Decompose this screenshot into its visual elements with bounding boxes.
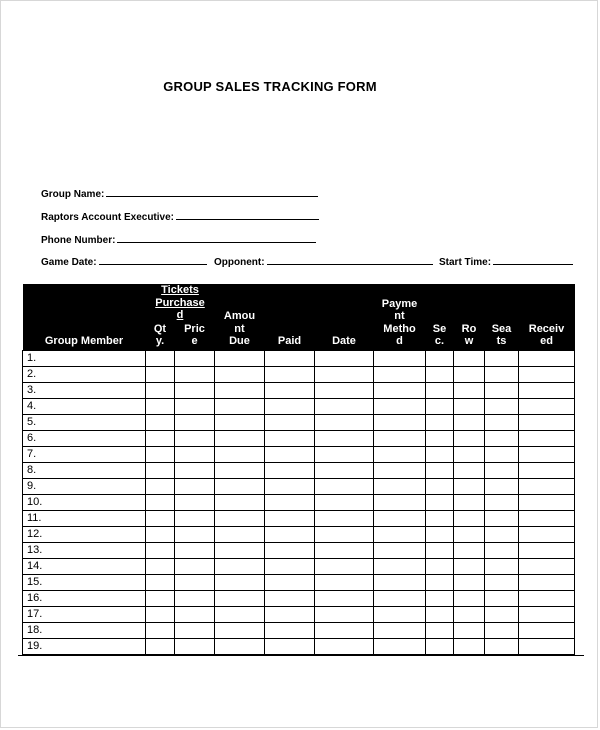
table-cell[interactable]: [215, 558, 265, 574]
table-cell[interactable]: [426, 478, 454, 494]
table-cell[interactable]: [454, 510, 485, 526]
table-cell[interactable]: [374, 590, 426, 606]
header-amount-due: Amou nt Due: [215, 284, 265, 350]
table-cell[interactable]: [374, 446, 426, 462]
table-cell[interactable]: [454, 446, 485, 462]
table-cell[interactable]: [265, 398, 315, 414]
table-cell[interactable]: [519, 462, 575, 478]
table-cell[interactable]: [426, 526, 454, 542]
table-cell[interactable]: [485, 446, 519, 462]
table-cell[interactable]: [454, 462, 485, 478]
table-cell[interactable]: [454, 542, 485, 558]
table-cell[interactable]: [315, 558, 374, 574]
row-number-cell: 1.: [23, 350, 146, 366]
table-cell[interactable]: [454, 622, 485, 638]
opponent-label: Opponent:: [214, 257, 265, 268]
table-cell[interactable]: [175, 350, 215, 366]
table-cell[interactable]: [315, 462, 374, 478]
table-cell[interactable]: [146, 622, 175, 638]
header-tickets: [146, 284, 215, 350]
header-seats: Sea ts: [485, 284, 519, 350]
table-row: [23, 526, 575, 542]
table-cell[interactable]: [426, 430, 454, 446]
table-cell[interactable]: [175, 462, 215, 478]
table-cell[interactable]: [519, 510, 575, 526]
table-row: [23, 350, 575, 366]
table-cell[interactable]: [265, 414, 315, 430]
start-time-field[interactable]: [439, 255, 573, 268]
table-cell[interactable]: [215, 446, 265, 462]
header-group-member: Group Member: [23, 284, 146, 350]
row-number-cell: 14.: [23, 558, 146, 574]
table-cell[interactable]: [146, 430, 175, 446]
table-cell[interactable]: [175, 478, 215, 494]
table-row: [23, 382, 575, 398]
table-row: [23, 494, 575, 510]
table-cell[interactable]: [315, 430, 374, 446]
table-cell[interactable]: [146, 558, 175, 574]
table-cell[interactable]: [454, 350, 485, 366]
table-cell[interactable]: [265, 542, 315, 558]
row-number-cell: 5.: [23, 414, 146, 430]
row-number-cell: 16.: [23, 590, 146, 606]
table-cell[interactable]: [519, 414, 575, 430]
table-cell[interactable]: [374, 558, 426, 574]
header-row: Ro w: [454, 284, 485, 350]
table-cell[interactable]: [175, 638, 215, 654]
row-number-cell: 17.: [23, 606, 146, 622]
table-cell[interactable]: [265, 590, 315, 606]
table-cell[interactable]: [265, 574, 315, 590]
table-cell[interactable]: [215, 350, 265, 366]
table-cell[interactable]: [454, 494, 485, 510]
table-cell[interactable]: [374, 542, 426, 558]
table-cell[interactable]: [519, 494, 575, 510]
row-number-cell: 4.: [23, 398, 146, 414]
table-row: [23, 398, 575, 414]
table-cell[interactable]: [175, 414, 215, 430]
table-cell[interactable]: [426, 414, 454, 430]
table-cell[interactable]: [265, 526, 315, 542]
table-cell[interactable]: [519, 398, 575, 414]
table-cell[interactable]: [519, 430, 575, 446]
row-number-cell: 7.: [23, 446, 146, 462]
table-cell[interactable]: [315, 446, 374, 462]
table-cell[interactable]: [374, 574, 426, 590]
table-cell[interactable]: [454, 478, 485, 494]
table-row: [23, 462, 575, 478]
phone-line: [117, 233, 316, 243]
table-cell[interactable]: [215, 462, 265, 478]
table-cell[interactable]: [146, 366, 175, 382]
row-number-cell: 12.: [23, 526, 146, 542]
table-cell[interactable]: [454, 414, 485, 430]
table-cell[interactable]: [519, 574, 575, 590]
table-cell[interactable]: [485, 398, 519, 414]
table-cell[interactable]: [146, 414, 175, 430]
table-cell[interactable]: [175, 494, 215, 510]
table-cell[interactable]: [215, 574, 265, 590]
table-cell[interactable]: [315, 638, 374, 654]
table-cell[interactable]: [374, 382, 426, 398]
table-cell[interactable]: [485, 558, 519, 574]
table-cell[interactable]: [485, 350, 519, 366]
table-cell[interactable]: [374, 606, 426, 622]
table-cell[interactable]: [426, 638, 454, 654]
table-row: [23, 638, 575, 654]
table-cell[interactable]: [215, 414, 265, 430]
table-cell[interactable]: [454, 558, 485, 574]
table-cell[interactable]: [426, 510, 454, 526]
table-cell[interactable]: [519, 558, 575, 574]
table-cell[interactable]: [485, 462, 519, 478]
table-cell[interactable]: [485, 478, 519, 494]
table-cell[interactable]: [426, 574, 454, 590]
row-number-cell: 6.: [23, 430, 146, 446]
table-cell[interactable]: [265, 446, 315, 462]
table-cell[interactable]: [315, 414, 374, 430]
table-cell[interactable]: [265, 558, 315, 574]
header-price: Pric e: [184, 322, 205, 347]
table-cell[interactable]: [519, 350, 575, 366]
table-cell[interactable]: [485, 622, 519, 638]
table-cell[interactable]: [374, 398, 426, 414]
table-cell[interactable]: [485, 606, 519, 622]
table-cell[interactable]: [146, 350, 175, 366]
table-row: [23, 574, 575, 590]
table-row: [23, 558, 575, 574]
table-cell[interactable]: [485, 430, 519, 446]
table-cell[interactable]: [265, 638, 315, 654]
account-exec-line: [176, 210, 319, 220]
table-cell[interactable]: [265, 430, 315, 446]
table-cell[interactable]: [426, 590, 454, 606]
start-time-line: [493, 255, 573, 265]
table-cell[interactable]: [519, 622, 575, 638]
table-cell[interactable]: [265, 510, 315, 526]
table-cell[interactable]: [485, 494, 519, 510]
table-cell[interactable]: [146, 494, 175, 510]
table-header-row: [23, 284, 575, 350]
table-cell[interactable]: [454, 606, 485, 622]
table-cell[interactable]: [175, 382, 215, 398]
table-cell[interactable]: [146, 590, 175, 606]
table-cell[interactable]: [485, 510, 519, 526]
group-name-field[interactable]: [41, 187, 318, 200]
table-cell[interactable]: [454, 590, 485, 606]
table-cell[interactable]: [175, 446, 215, 462]
table-cell[interactable]: [426, 462, 454, 478]
table-cell[interactable]: [215, 382, 265, 398]
row-number-cell: 18.: [23, 622, 146, 638]
table-cell[interactable]: [215, 606, 265, 622]
table-cell[interactable]: [454, 574, 485, 590]
table-cell[interactable]: [175, 366, 215, 382]
table-cell[interactable]: [519, 382, 575, 398]
table-cell[interactable]: [426, 606, 454, 622]
table-cell[interactable]: [426, 398, 454, 414]
table-row: [23, 446, 575, 462]
table-bottom-rule: [18, 655, 584, 656]
table-cell[interactable]: [146, 574, 175, 590]
table-cell[interactable]: [265, 350, 315, 366]
table-row: [23, 478, 575, 494]
table-cell[interactable]: [485, 542, 519, 558]
table-cell[interactable]: [315, 494, 374, 510]
table-cell[interactable]: [454, 382, 485, 398]
table-cell[interactable]: [315, 398, 374, 414]
table-cell[interactable]: [146, 542, 175, 558]
table-row: [23, 430, 575, 446]
table-row: [23, 622, 575, 638]
table-cell[interactable]: [426, 350, 454, 366]
page-title: GROUP SALES TRACKING FORM: [163, 79, 377, 94]
table-cell[interactable]: [315, 590, 374, 606]
table-cell[interactable]: [215, 590, 265, 606]
table-cell[interactable]: [265, 606, 315, 622]
row-number-cell: 11.: [23, 510, 146, 526]
group-name-label: Group Name:: [41, 189, 105, 200]
start-time-label: Start Time:: [439, 257, 492, 268]
table-cell[interactable]: [485, 574, 519, 590]
table-row: [23, 414, 575, 430]
account-exec-label: Raptors Account Executive:: [41, 212, 174, 223]
table-cell[interactable]: [315, 510, 374, 526]
header-tickets-purchased: Tickets Purchase d: [155, 284, 205, 321]
table-cell[interactable]: [215, 638, 265, 654]
game-date-label: Game Date:: [41, 257, 97, 268]
game-date-line: [99, 255, 207, 265]
table-cell[interactable]: [265, 366, 315, 382]
table-row: [23, 606, 575, 622]
table-cell[interactable]: [146, 638, 175, 654]
table-cell[interactable]: [215, 430, 265, 446]
table-cell[interactable]: [374, 430, 426, 446]
table-cell[interactable]: [485, 366, 519, 382]
table-cell[interactable]: [215, 622, 265, 638]
row-number-cell: 8.: [23, 462, 146, 478]
header-date: Date: [315, 284, 374, 350]
header-qty: Qt y.: [153, 322, 167, 347]
table-cell[interactable]: [374, 526, 426, 542]
table-cell[interactable]: [485, 638, 519, 654]
account-exec-field[interactable]: [41, 210, 319, 223]
table-cell[interactable]: [175, 430, 215, 446]
table-cell[interactable]: [519, 590, 575, 606]
table-cell[interactable]: [315, 350, 374, 366]
table-cell[interactable]: [265, 462, 315, 478]
table-cell[interactable]: [215, 478, 265, 494]
table-cell[interactable]: [315, 478, 374, 494]
table-cell[interactable]: [175, 510, 215, 526]
table-cell[interactable]: [519, 542, 575, 558]
table-cell[interactable]: [519, 526, 575, 542]
table-cell[interactable]: [265, 622, 315, 638]
table-cell[interactable]: [265, 494, 315, 510]
header-paid: Paid: [265, 284, 315, 350]
table-cell[interactable]: [315, 526, 374, 542]
table-cell[interactable]: [426, 542, 454, 558]
table-cell[interactable]: [454, 398, 485, 414]
table-cell[interactable]: [374, 638, 426, 654]
table-cell[interactable]: [426, 366, 454, 382]
table-cell[interactable]: [175, 526, 215, 542]
table-cell[interactable]: [374, 462, 426, 478]
table-cell[interactable]: [315, 382, 374, 398]
table-cell[interactable]: [146, 462, 175, 478]
table-cell[interactable]: [519, 366, 575, 382]
table-row: [23, 510, 575, 526]
row-number-cell: 15.: [23, 574, 146, 590]
table-cell[interactable]: [426, 558, 454, 574]
table-cell[interactable]: [315, 622, 374, 638]
table-cell[interactable]: [146, 526, 175, 542]
table-cell[interactable]: [374, 510, 426, 526]
table-cell[interactable]: [265, 382, 315, 398]
table-cell[interactable]: [315, 574, 374, 590]
header-received: Receiv ed: [519, 284, 575, 350]
table-cell[interactable]: [215, 526, 265, 542]
table-cell[interactable]: [146, 398, 175, 414]
table-cell[interactable]: [454, 638, 485, 654]
row-number-cell: 10.: [23, 494, 146, 510]
phone-field[interactable]: [41, 233, 316, 246]
table-cell[interactable]: [146, 382, 175, 398]
game-date-field[interactable]: [41, 255, 207, 268]
table-cell[interactable]: [146, 510, 175, 526]
table-cell[interactable]: [175, 542, 215, 558]
row-number-cell: 2.: [23, 366, 146, 382]
table-cell[interactable]: [485, 590, 519, 606]
table-cell[interactable]: [519, 446, 575, 462]
group-name-line: [106, 187, 318, 197]
table-row: [23, 542, 575, 558]
table-cell[interactable]: [146, 478, 175, 494]
table-cell[interactable]: [485, 382, 519, 398]
table-cell[interactable]: [454, 430, 485, 446]
row-number-cell: 9.: [23, 478, 146, 494]
table-cell[interactable]: [175, 398, 215, 414]
table-cell[interactable]: [175, 574, 215, 590]
table-cell[interactable]: [485, 526, 519, 542]
table-cell[interactable]: [215, 510, 265, 526]
table-cell[interactable]: [374, 366, 426, 382]
table-cell[interactable]: [265, 478, 315, 494]
table-cell[interactable]: [519, 638, 575, 654]
table-cell[interactable]: [315, 542, 374, 558]
row-number-cell: 13.: [23, 542, 146, 558]
table-cell[interactable]: [426, 622, 454, 638]
table-cell[interactable]: [374, 622, 426, 638]
table-cell[interactable]: [215, 494, 265, 510]
table-cell[interactable]: [315, 606, 374, 622]
row-number-cell: 3.: [23, 382, 146, 398]
header-payment-method: Payme nt Metho d: [374, 284, 426, 350]
table-row: [23, 366, 575, 382]
table-cell[interactable]: [426, 382, 454, 398]
table-cell[interactable]: [175, 590, 215, 606]
table-cell[interactable]: [175, 622, 215, 638]
table-cell[interactable]: [374, 478, 426, 494]
table-cell[interactable]: [146, 446, 175, 462]
table-cell[interactable]: [374, 350, 426, 366]
table-cell[interactable]: [426, 446, 454, 462]
header-sec: Se c.: [426, 284, 454, 350]
table-cell[interactable]: [426, 494, 454, 510]
tracking-table: [22, 284, 575, 655]
table-cell[interactable]: [454, 526, 485, 542]
opponent-field[interactable]: [214, 255, 433, 268]
table-cell[interactable]: [215, 542, 265, 558]
table-cell[interactable]: [146, 606, 175, 622]
row-number-cell: 19.: [23, 638, 146, 654]
table-cell[interactable]: [374, 414, 426, 430]
table-cell[interactable]: [374, 494, 426, 510]
table-cell[interactable]: [519, 478, 575, 494]
opponent-line: [267, 255, 433, 265]
table-cell[interactable]: [175, 558, 215, 574]
table-cell[interactable]: [215, 366, 265, 382]
phone-label: Phone Number:: [41, 235, 116, 246]
table-row: [23, 590, 575, 606]
table-cell[interactable]: [485, 414, 519, 430]
table-cell[interactable]: [519, 606, 575, 622]
table-cell[interactable]: [175, 606, 215, 622]
table-cell[interactable]: [454, 366, 485, 382]
table-cell[interactable]: [315, 366, 374, 382]
table-cell[interactable]: [215, 398, 265, 414]
